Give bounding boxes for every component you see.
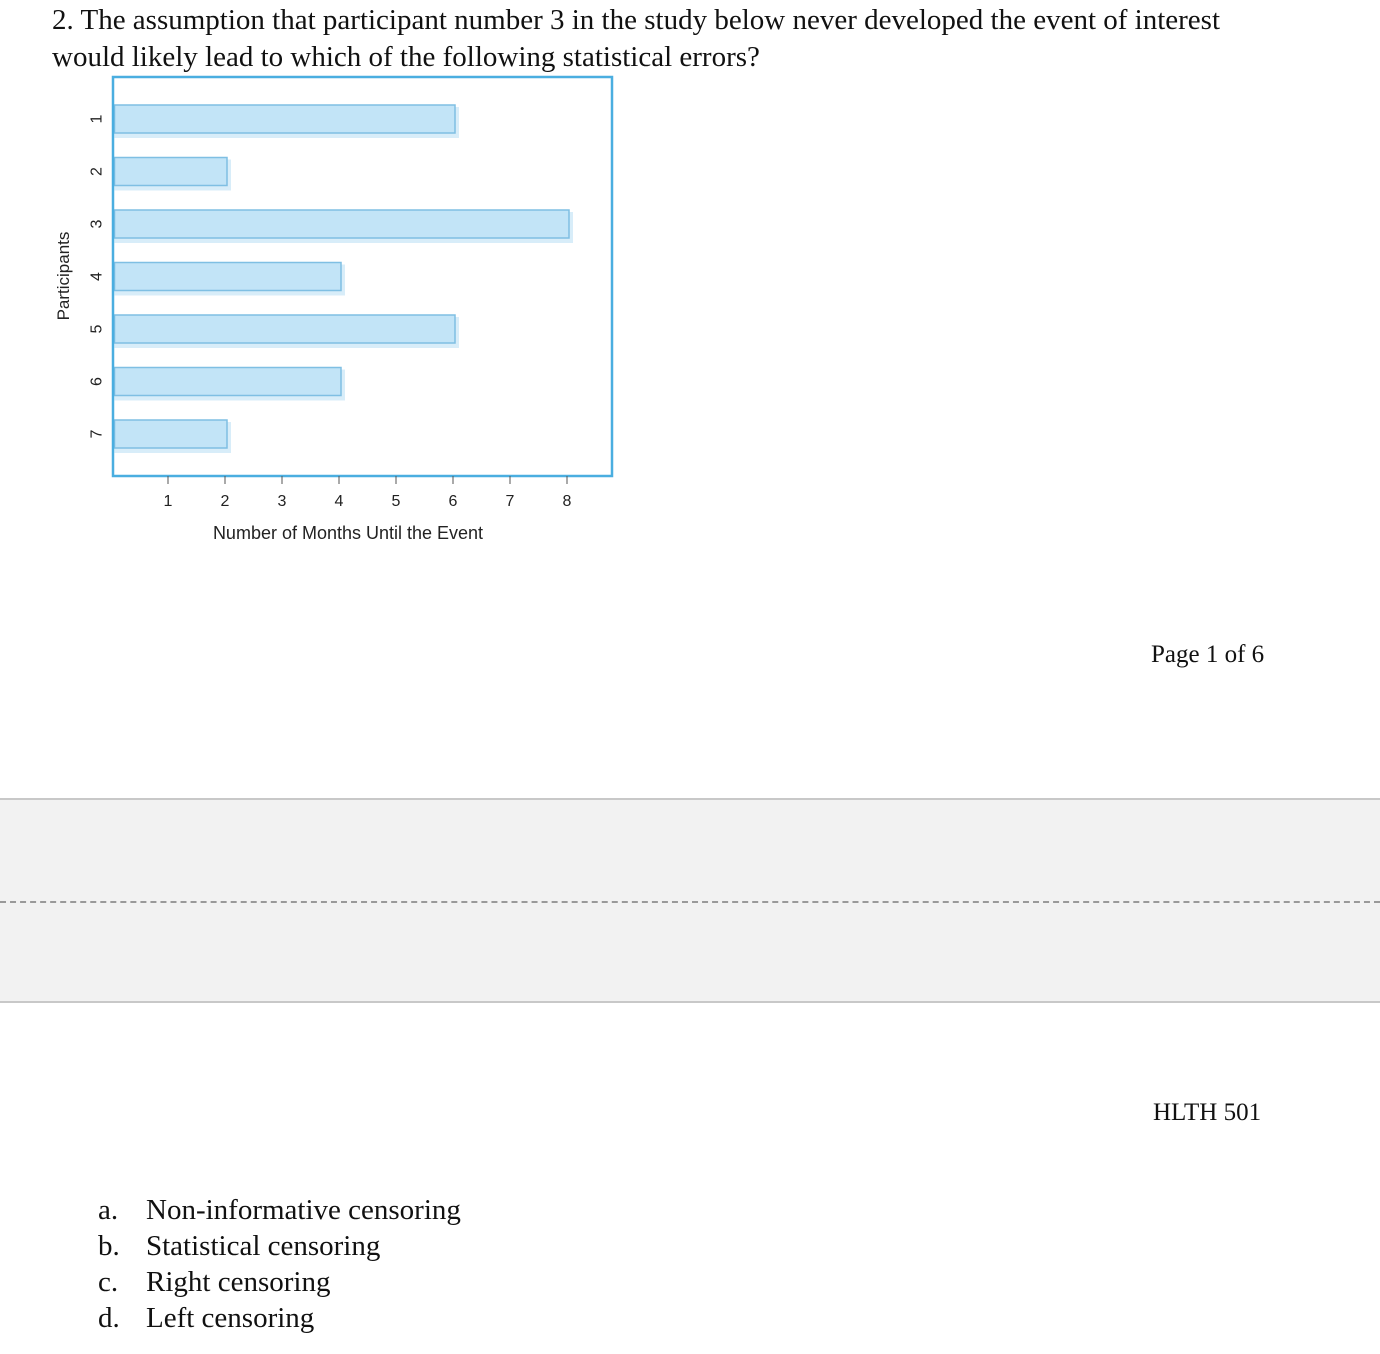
- option-a-letter: a.: [98, 1194, 119, 1226]
- x-tick-labels: [164, 476, 572, 510]
- bar-participant-3: [115, 210, 570, 238]
- x-tick-label-7: 7: [505, 493, 515, 510]
- option-c-text: Right censoring: [146, 1266, 331, 1298]
- option-a[interactable]: [98, 1192, 461, 1228]
- option-b[interactable]: [98, 1228, 461, 1264]
- option-d-letter: d.: [98, 1302, 120, 1334]
- x-tick-label-5: 5: [391, 493, 401, 510]
- option-b-text: Statistical censoring: [146, 1230, 381, 1262]
- bars-layer: [115, 105, 574, 453]
- page-number: Page 1 of 6: [1151, 641, 1265, 668]
- x-tick-label-6: 6: [448, 493, 458, 510]
- x-axis-label: Number of Months Until the Event: [212, 523, 484, 543]
- course-code: HLTH 501: [1153, 1099, 1262, 1126]
- x-tick-label-2: 2: [220, 493, 230, 510]
- bar-participant-7: [115, 420, 228, 448]
- y-tick-label-5: 5: [88, 324, 106, 334]
- option-c[interactable]: [98, 1264, 461, 1300]
- answer-options: [98, 1192, 461, 1336]
- x-tick-label-3: 3: [277, 493, 287, 510]
- question-text: 2. The assumption that participant number 3 in the study below never developed the event of interest would likely lead to which of the following statistical errors?: [52, 4, 1221, 73]
- option-d[interactable]: [98, 1300, 461, 1336]
- option-c-letter: c.: [98, 1266, 119, 1298]
- y-tick-label-2: 2: [88, 167, 106, 176]
- x-tick-label-1: 1: [163, 493, 173, 510]
- option-b-letter: b.: [98, 1230, 120, 1262]
- bar-participant-6: [115, 368, 342, 396]
- y-tick-label-6: 6: [88, 377, 106, 386]
- y-tick-label-7: 7: [88, 429, 106, 439]
- x-tick-label-8: 8: [562, 493, 572, 510]
- option-a-text: Non-informative censoring: [146, 1194, 461, 1226]
- bar-participant-1: [115, 105, 456, 133]
- bar-participant-4: [115, 263, 342, 291]
- page-break-dash: [0, 901, 1380, 903]
- y-axis-label: Participants: [54, 231, 73, 321]
- bar-participant-2: [115, 158, 228, 186]
- participants-bar-chart: [0, 0, 640, 560]
- bar-participant-5: [115, 315, 456, 343]
- y-tick-label-3: 3: [88, 219, 106, 229]
- option-d-text: Left censoring: [146, 1302, 315, 1334]
- page-break: [0, 798, 1380, 1003]
- y-tick-label-1: 1: [88, 114, 106, 124]
- y-tick-label-4: 4: [88, 272, 106, 281]
- x-tick-label-4: 4: [334, 493, 344, 510]
- y-tick-labels: [89, 114, 106, 438]
